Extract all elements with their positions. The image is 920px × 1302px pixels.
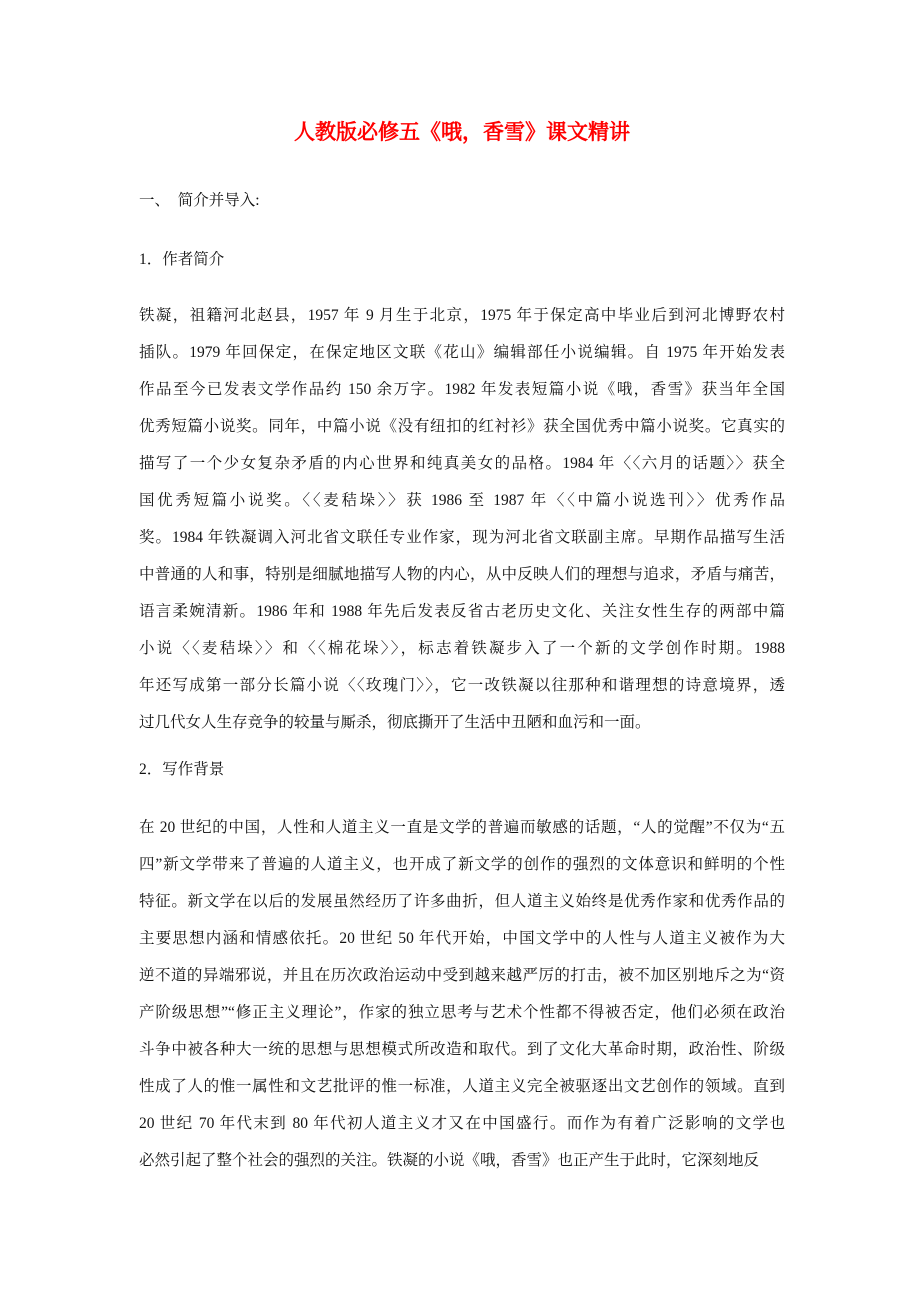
paragraph-author-bio xyxy=(139,297,785,741)
text-line: 语言柔婉清新。1986 年和 1988 年先后发表反省古老历史文化、关注女性生存的两部中篇 xyxy=(139,603,785,620)
subsection-heading-background: 2．写作背景 xyxy=(139,761,225,778)
document-content xyxy=(0,119,920,1179)
text-line: 逆不道的异端邪说，并且在历次政治运动中受到越来越严厉的打击，被不加区别地斥之为“资 xyxy=(139,967,785,984)
text-line: 小说〈〈麦秸垛〉〉和〈〈棉花垛〉〉，标志着铁凝步入了一个新的文学创作时期。1988 xyxy=(139,640,785,657)
text-line: 中普通的人和事，特别是细腻地描写人物的内心，从中反映人们的理想与追求，矛盾与痛苦， xyxy=(139,566,785,583)
text-line: 性成了人的惟一属性和文艺批评的惟一标准，人道主义完全被驱逐出文艺创作的领域。直到 xyxy=(139,1078,785,1095)
text-line: 铁凝，祖籍河北赵县，1957 年 9 月生于北京，1975 年于保定高中毕业后到河北博野农村 xyxy=(139,307,785,324)
text-line: 在 20 世纪的中国，人性和人道主义一直是文学的普遍而敏感的话题，“人的觉醒”不仅为“五 xyxy=(139,819,785,836)
text-line: 过几代女人生存竞争的较量与厮杀，彻底撕开了生活中丑陋和血污和一面。 xyxy=(139,714,651,731)
page-title: 人教版必修五《哦，香雪》课文精讲 xyxy=(294,121,630,144)
text-line: 奖。1984 年铁凝调入河北省文联任专业作家，现为河北省文联副主席。早期作品描写生活 xyxy=(139,529,785,546)
text-line: 主要思想内涵和情感依托。20 世纪 50 年代开始，中国文学中的人性与人道主义被作为大 xyxy=(139,930,785,947)
subsection-heading-author: 1．作者简介 xyxy=(139,251,225,268)
text-line: 斗争中被各种大一统的思想与思想模式所改造和取代。到了文化大革命时期，政治性、阶级 xyxy=(139,1041,785,1058)
text-line: 优秀短篇小说奖。同年，中篇小说《没有纽扣的红衬衫》获全国优秀中篇小说奖。它真实的 xyxy=(139,418,785,435)
text-line: 年还写成第一部分长篇小说〈〈玫瑰门〉〉，它一改铁凝以往那种和谐理想的诗意境界，透 xyxy=(139,677,785,694)
text-line: 特征。新文学在以后的发展虽然经历了许多曲折，但人道主义始终是优秀作家和优秀作品的 xyxy=(139,893,785,910)
text-line: 作品至今已发表文学作品约 150 余万字。1982 年发表短篇小说《哦，香雪》获当年全国 xyxy=(139,381,785,398)
text-line: 四”新文学带来了普遍的人道主义，也开成了新文学的创作的强烈的文体意识和鲜明的个性 xyxy=(139,856,785,873)
text-line: 20 世纪 70 年代末到 80 年代初人道主义才又在中国盛行。而作为有着广泛影响的文学也 xyxy=(139,1115,785,1132)
text-line: 必然引起了整个社会的强烈的关注。铁凝的小说《哦，香雪》也正产生于此时，它深刻地反 xyxy=(139,1152,760,1169)
text-line: 国优秀短篇小说奖。〈〈麦秸垛〉〉获 1986 至 1987 年〈〈中篇小说选刊〉〉优秀作品 xyxy=(139,492,785,509)
text-line: 插队。1979 年回保定，在保定地区文联《花山》编辑部任小说编辑。自 1975 年开始发表 xyxy=(139,344,785,361)
text-line: 产阶级思想”“修正主义理论”，作家的独立思考与艺术个性都不得被否定，他们必须在政治 xyxy=(139,1004,785,1021)
text-line: 描写了一个少女复杂矛盾的内心世界和纯真美女的品格。1984 年〈〈六月的话题〉〉获全 xyxy=(139,455,785,472)
section-heading-intro: 一、 简介并导入: xyxy=(139,192,260,209)
paragraph-writing-background xyxy=(139,809,785,1179)
